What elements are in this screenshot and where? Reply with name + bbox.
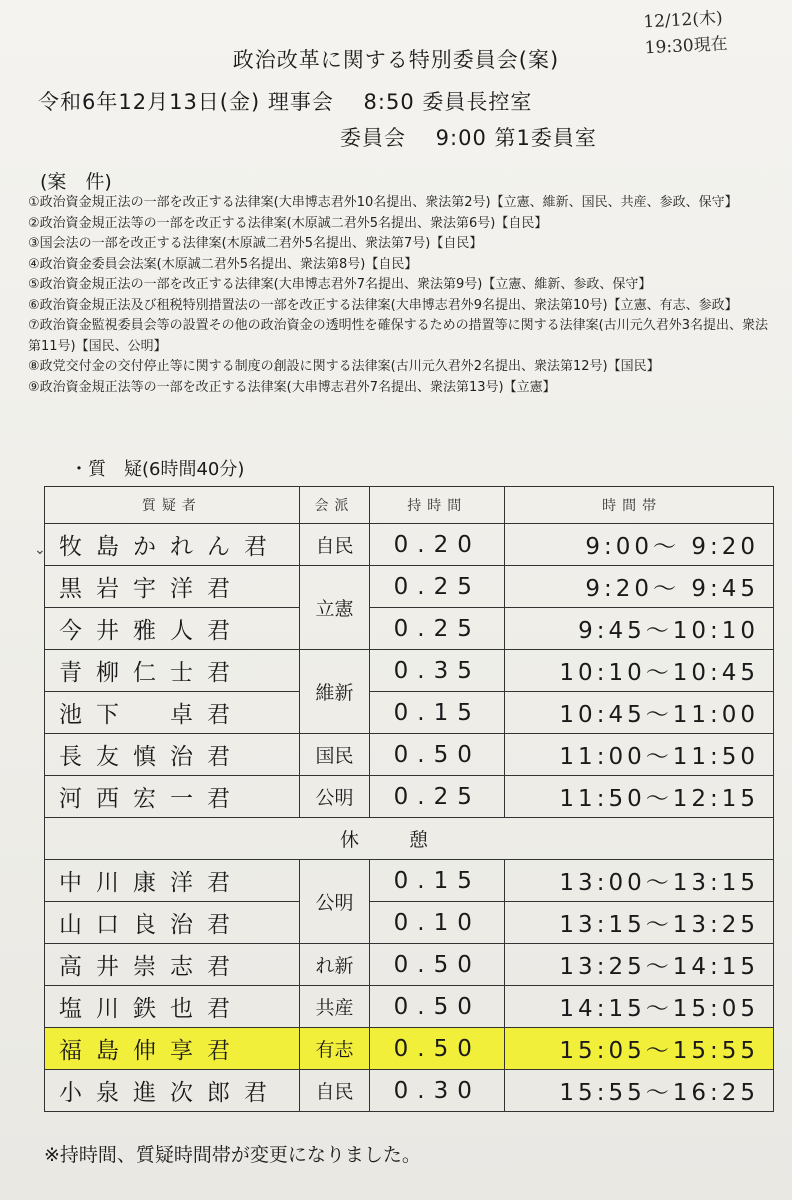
time-slot: 13:25〜14:15 (505, 944, 774, 986)
time-slot: 11:50〜12:15 (505, 776, 774, 818)
table-row (45, 608, 774, 650)
party-cell: 有志 (299, 1028, 370, 1070)
questioning-schedule-table (44, 486, 774, 1112)
questioner-name: 福島伸享君 (45, 1028, 300, 1070)
table-row (45, 902, 774, 944)
party-cell: 自民 (299, 524, 370, 566)
time-slot: 15:55〜16:25 (505, 1070, 774, 1112)
questioner-name: 池下 卓君 (45, 692, 300, 734)
allotted-time: 0.50 (370, 944, 505, 986)
allotted-time: 0.15 (370, 860, 505, 902)
time-slot: 11:00〜11:50 (505, 734, 774, 776)
header-questioner: 質疑者 (45, 487, 300, 524)
table-row (45, 1070, 774, 1112)
time-slot: 13:15〜13:25 (505, 902, 774, 944)
party-cell: 共産 (299, 986, 370, 1028)
agenda-item: ⑧政党交付金の交付停止等に関する制度の創設に関する法律案(古川元久君外2名提出、衆法第12号)【国民】 (28, 359, 660, 374)
table-row (45, 524, 774, 566)
table-row (45, 860, 774, 902)
questioner-name: 黒岩宇洋君 (45, 566, 300, 608)
time-slot: 14:15〜15:05 (505, 986, 774, 1028)
agenda-heading: (案 件) (40, 171, 112, 193)
party-cell: 公明 (299, 860, 370, 944)
questioner-name: 長友慎治君 (45, 734, 300, 776)
handnote-time: 19:30現在 (644, 34, 729, 59)
questioner-name: 小泉進次郎君 (45, 1070, 300, 1112)
meeting-line-committee: 委員会 9:00 第1委員室 (340, 126, 597, 150)
agenda-item: ②政治資金規正法等の一部を改正する法律案(木原誠二君外5名提出、衆法第6号)【自民】 (28, 215, 548, 231)
allotted-time: 0.20 (370, 524, 505, 566)
questioner-name: 今井雅人君 (45, 608, 300, 650)
agenda-item: ⑥政治資金規正法及び租税特別措置法の一部を改正する法律案(大串博志君外9名提出、衆法第10号)【立憲、有志、参政】 (28, 297, 738, 313)
questioner-name: 牧島かれん君 (45, 524, 300, 566)
page-title: 政治改革に関する特別委員会(案) (232, 48, 560, 72)
party-cell: 維新 (299, 650, 370, 734)
break-label: 休憩 (45, 818, 774, 860)
meeting-line-board: 令和6年12月13日(金) 理事会 8:50 委員長控室 (38, 90, 533, 114)
time-slot: 9:20〜 9:45 (505, 566, 774, 608)
agenda-item: ③国会法の一部を改正する法律案(木原誠二君外5名提出、衆法第7号)【自民】 (28, 236, 483, 251)
time-slot: 9:45〜10:10 (505, 608, 774, 650)
agenda-item: ①政治資金規正法の一部を改正する法律案(大串博志君外10名提出、衆法第2号)【立憲、維新、国民、共産、参政、保守】 (28, 195, 738, 210)
table-row (45, 566, 774, 608)
change-note: ※持時間、質疑時間帯が変更になりました。 (44, 1144, 421, 1166)
agenda-item: ⑤政治資金規正法の一部を改正する法律案(大串博志君外7名提出、衆法第9号)【立憲、維新、参政、保守】 (28, 277, 652, 292)
allotted-time: 0.50 (370, 986, 505, 1028)
questioner-name: 河西宏一君 (45, 776, 300, 818)
allotted-time: 0.15 (370, 692, 505, 734)
questioning-subtitle: ・質 疑(6時間40分) (70, 459, 245, 480)
table-header-row (45, 487, 774, 524)
party-cell: 公明 (299, 776, 370, 818)
questioner-name: 中川康洋君 (45, 860, 300, 902)
party-cell: れ新 (299, 944, 370, 986)
agenda-item: ④政治資金委員会法案(木原誠二君外5名提出、衆法第8号)【自民】 (28, 256, 418, 272)
table-row (45, 650, 774, 692)
allotted-time: 0.25 (370, 566, 505, 608)
agenda-list (28, 193, 776, 398)
allotted-time: 0.10 (370, 902, 505, 944)
questioner-name: 高井崇志君 (45, 944, 300, 986)
party-cell: 国民 (299, 734, 370, 776)
table-row (45, 734, 774, 776)
handnote-date: 12/12(木) (642, 8, 724, 33)
agenda-item: ⑨政治資金規正法等の一部を改正する法律案(大串博志君外7名提出、衆法第13号)【立憲】 (28, 379, 556, 395)
questioner-name: 塩川鉄也君 (45, 986, 300, 1028)
allotted-time: 0.35 (370, 650, 505, 692)
party-cell: 自民 (299, 1070, 370, 1112)
header-party: 会派 (299, 487, 370, 524)
time-slot: 10:10〜10:45 (505, 650, 774, 692)
allotted-time: 0.50 (370, 734, 505, 776)
time-slot: 15:05〜15:55 (505, 1028, 774, 1070)
table-row (45, 776, 774, 818)
time-slot: 9:00〜 9:20 (505, 524, 774, 566)
allotted-time: 0.25 (370, 776, 505, 818)
time-slot: 13:00〜13:15 (505, 860, 774, 902)
allotted-time: 0.50 (370, 1028, 505, 1070)
party-cell: 立憲 (299, 566, 370, 650)
allotted-time: 0.25 (370, 608, 505, 650)
questioner-name: 青柳仁士君 (45, 650, 300, 692)
table-row (45, 944, 774, 986)
agenda-item: ⑦政治資金監視委員会等の設置その他の政治資金の透明性を確保するための措置等に関する法律案(古川元久君外3名提出、衆法第11号)【国民、公明】 (28, 318, 768, 354)
allotted-time: 0.30 (370, 1070, 505, 1112)
break-row (45, 818, 774, 860)
check-mark-icon: ⌄ (34, 542, 46, 558)
table-row (45, 692, 774, 734)
highlighted-table-row (45, 1028, 774, 1070)
table-row (45, 986, 774, 1028)
questioner-name: 山口良治君 (45, 902, 300, 944)
time-slot: 10:45〜11:00 (505, 692, 774, 734)
header-allotted-time: 持時間 (370, 487, 505, 524)
header-time-slot: 時間帯 (505, 487, 774, 524)
